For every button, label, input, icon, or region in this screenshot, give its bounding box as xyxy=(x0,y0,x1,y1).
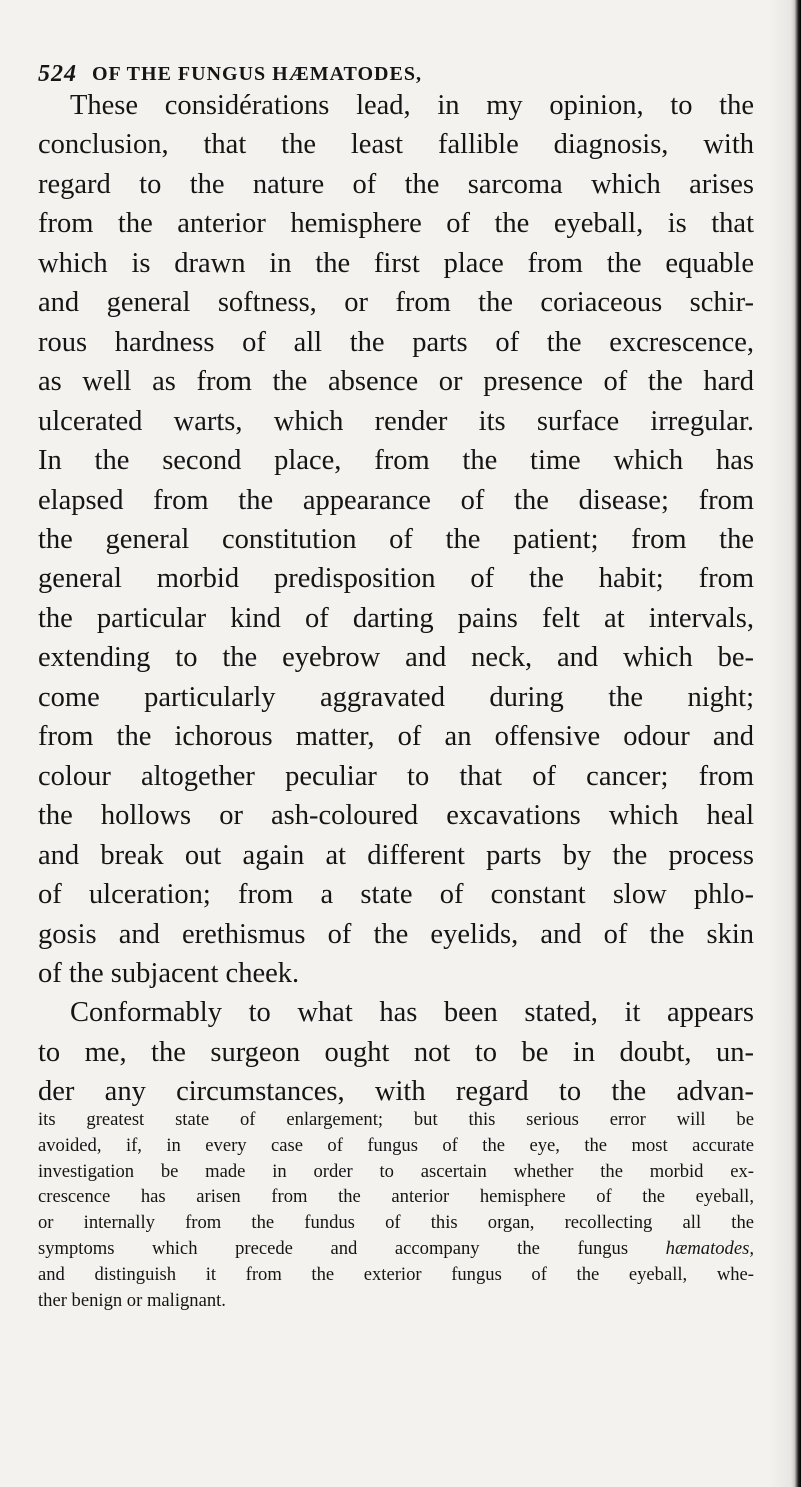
body-line: rous hardness of all the parts of the excrescence, xyxy=(38,326,754,358)
footnote-line: or internally from the fundus of this organ, recollecting all the xyxy=(38,1212,754,1234)
binding-shadow xyxy=(769,0,791,1487)
body-line: the hollows or ash-coloured excavations which heal xyxy=(38,800,754,832)
body-line: the particular kind of darting pains felt at intervals, xyxy=(38,602,754,634)
body-line: regard to the nature of the sarcoma which arises xyxy=(38,168,754,200)
page-number: 524 xyxy=(38,61,77,87)
body-line: from the ichorous matter, of an offensive odour and xyxy=(38,721,754,753)
body-line: conclusion, that the least fallible diagnosis, with xyxy=(38,129,754,161)
body-line: ulcerated warts, which render its surface irregular. xyxy=(38,405,754,437)
footnote-block xyxy=(38,1107,754,1313)
body-line: general morbid predisposition of the habit; from xyxy=(38,563,754,595)
body-line: come particularly aggravated during the night; xyxy=(38,681,754,713)
footnote-line: crescence has arisen from the anterior hemisphere of the eyeball, xyxy=(38,1186,754,1208)
body-line: In the second place, from the time which has xyxy=(38,445,754,477)
binding-edge xyxy=(791,0,801,1487)
body-line: of ulceration; from a state of constant slow phlo- xyxy=(38,879,754,911)
body-line: and general softness, or from the coriaceous schir- xyxy=(38,287,754,319)
footnote-italic-term: hæmatodes, xyxy=(665,1237,754,1259)
body-line: which is drawn in the first place from the equable xyxy=(38,247,754,279)
body-line: colour altogether peculiar to that of cancer; from xyxy=(38,760,754,792)
body-line: the general constitution of the patient; from the xyxy=(38,523,754,555)
footnote-line: its greatest state of enlargement; but this serious error will be xyxy=(38,1109,754,1130)
body-line: as well as from the absence or presence of the hard xyxy=(38,366,754,398)
footnote-line: avoided, if, in every case of fungus of the eye, the most accurate xyxy=(38,1134,754,1156)
main-text-block xyxy=(38,86,754,1112)
footnote-line: investigation be made in order to ascertain whether the morbid ex- xyxy=(38,1160,754,1182)
body-line: der any circumstances, with regard to the advan- xyxy=(38,1076,754,1108)
footnote-line: and distinguish it from the exterior fungus of the eyeball, whe- xyxy=(38,1263,754,1285)
body-line: elapsed from the appearance of the disease; from xyxy=(38,484,754,516)
body-line: and break out again at different parts by the process xyxy=(38,839,754,871)
body-line: to me, the surgeon ought not to be in doubt, un- xyxy=(38,1036,754,1068)
running-head: OF THE FUNGUS HÆMATODES, xyxy=(92,63,422,85)
body-line: Conformably to what has been stated, it appears xyxy=(70,997,754,1029)
body-line: gosis and erethismus of the eyelids, and of the skin xyxy=(38,918,754,950)
footnote-line: ther benign or malignant. xyxy=(38,1289,226,1311)
body-line: from the anterior hemisphere of the eyeball, is that xyxy=(38,208,754,240)
body-line: of the subjacent cheek. xyxy=(38,957,300,989)
body-line: extending to the eyebrow and neck, and which be- xyxy=(38,642,754,674)
footnote-line-with-italic xyxy=(38,1236,754,1262)
body-line: These considérations lead, in my opinion, to the xyxy=(70,90,754,121)
footnote-line-text: symptoms which precede and accompany the fungus xyxy=(38,1237,666,1259)
